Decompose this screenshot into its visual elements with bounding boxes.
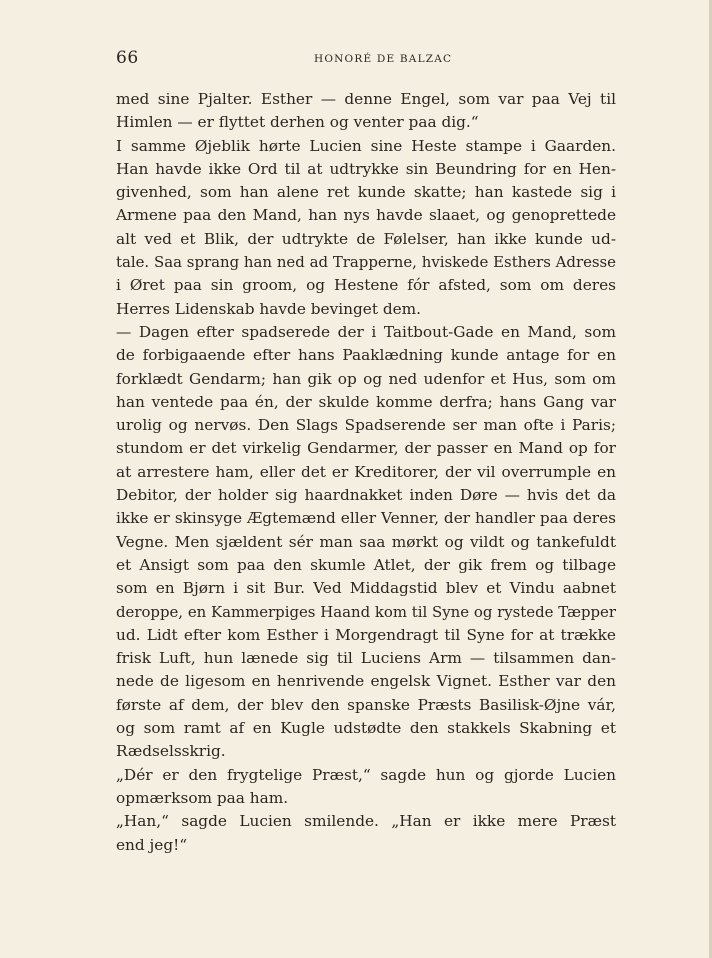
- text-line: de forbigaaende efter hans Paaklædning kunde antage for en: [116, 346, 616, 365]
- text-line: Rædselsskrig.: [116, 742, 226, 761]
- text-line: — Dagen efter spadserede der i Taitbout-Gade en Mand, som: [116, 322, 616, 341]
- running-head: HONORÉ DE BALZAC: [314, 53, 453, 65]
- text-line: Han havde ikke Ord til at udtrykke sin Beundring for en Hen-: [116, 159, 616, 178]
- text-line: tale. Saa sprang han ned ad Trapperne, hviskede Esthers Adresse: [116, 253, 616, 272]
- text-line: Armene paa den Mand, han nys havde slaaet, og genoprettede: [116, 206, 616, 225]
- text-line: Himlen — er flyttet derhen og venter paa dig.“: [116, 113, 479, 132]
- text-line: nede de ligesom en henrivende engelsk Vignet. Esther var den: [116, 672, 616, 691]
- text-line: med sine Pjalter. Esther — denne Engel, som var paa Vej til: [116, 90, 616, 108]
- text-line: end jeg!“: [116, 835, 188, 854]
- text-line: I samme Øjeblik hørte Lucien sine Heste stampe i Gaarden.: [116, 136, 616, 155]
- text-line: et Ansigt som paa den skumle Atlet, der gik frem og tilbage: [116, 555, 616, 574]
- text-line: urolig og nervøs. Den Slags Spadserende ser man ofte i Paris;: [116, 416, 616, 435]
- text-line: som en Bjørn i sit Bur. Ved Middagstid blev et Vindu aabnet: [116, 579, 616, 598]
- text-line: alt ved et Blik, der udtrykte de Følelser, han ikke kunde ud-: [116, 229, 616, 248]
- text-line: stundom er det virkelig Gendarmer, der passer en Mand op for: [116, 439, 616, 458]
- text-line: ikke er skinsyge Ægtemænd eller Venner, der handler paa deres: [116, 509, 616, 528]
- text-line: ud. Lidt efter kom Esther i Morgendragt til Syne for at trække: [116, 625, 616, 644]
- page-header: [116, 48, 616, 72]
- body-text: [116, 88, 616, 857]
- text-line: frisk Luft, hun lænede sig til Luciens Arm — tilsammen dan-: [116, 649, 616, 668]
- text-line: første af dem, der blev den spanske Præsts Basilisk-Øjne vár,: [116, 695, 616, 714]
- text-line: Debitor, der holder sig haardnakket inden Døre — hvis det da: [116, 486, 616, 505]
- text-line: Herres Lidenskab havde bevinget dem.: [116, 299, 422, 318]
- text-line: at arrestere ham, eller det er Kreditorer, der vil overrumple en: [116, 462, 616, 481]
- text-line: „Dér er den frygtelige Præst,“ sagde hun og gjorde Lucien: [116, 765, 616, 784]
- text-line: forklædt Gendarm; han gik op og ned udenfor et Hus, som om: [116, 369, 616, 388]
- page-number: 66: [116, 48, 139, 68]
- text-line: opmærksom paa ham.: [116, 788, 289, 807]
- text-line: Vegne. Men sjældent sér man saa mørkt og vildt og tankefuldt: [116, 532, 616, 551]
- text-line: i Øret paa sin groom, og Hestene fór afsted, som om deres: [116, 276, 616, 295]
- text-line: deroppe, en Kammerpiges Haand kom til Syne og rystede Tæpper: [116, 602, 616, 621]
- text-line: „Han,“ sagde Lucien smilende. „Han er ikke mere Præst: [116, 812, 616, 831]
- text-line: givenhed, som han alene ret kunde skatte; han kastede sig i: [116, 183, 616, 202]
- text-line: og som ramt af en Kugle udstødte den stakkels Skabning et: [116, 719, 616, 738]
- text-line: han ventede paa én, der skulde komme derfra; hans Gang var: [116, 392, 616, 411]
